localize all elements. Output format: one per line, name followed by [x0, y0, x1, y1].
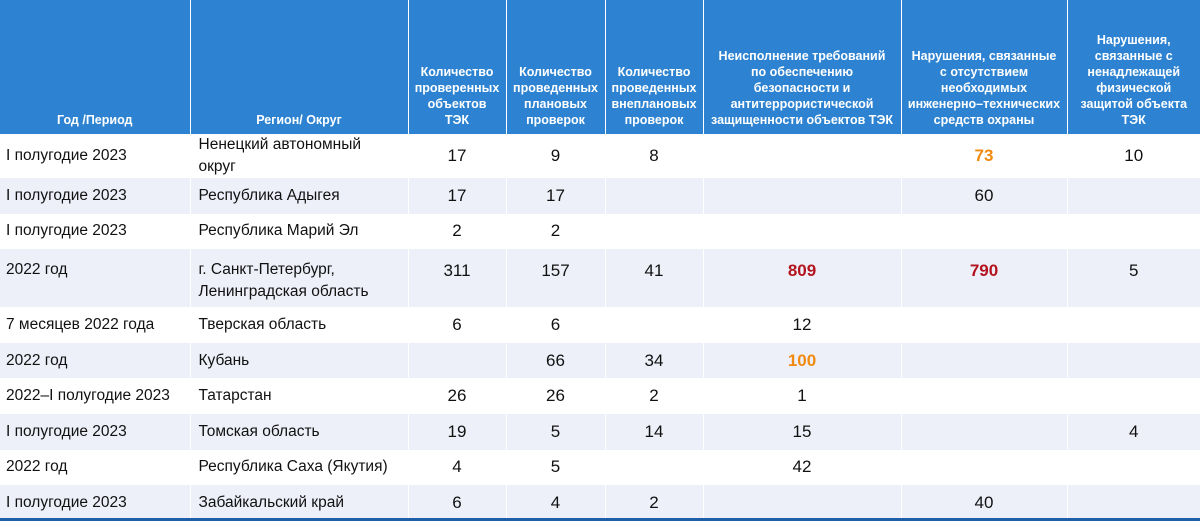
cell-planned: 9	[506, 134, 605, 178]
cell-inspected: 17	[408, 134, 506, 178]
cell-period: 2022 год	[6, 458, 68, 476]
cell-period: 2022 год	[0, 343, 190, 379]
cell-period: I полугодие 2023	[0, 485, 190, 521]
cell-region: г. Санкт-Петербург, Ленинградская область	[190, 249, 408, 307]
cell-physical	[1067, 214, 1200, 250]
cell-region: Томская область	[190, 414, 408, 450]
cell-unplanned	[605, 178, 703, 214]
cell-inspected: 19	[408, 414, 506, 450]
cell-nonfulfillment: 15	[703, 414, 901, 450]
cell-engineering	[901, 307, 1067, 343]
cell-engineering	[901, 378, 1067, 414]
table-row	[0, 485, 1200, 521]
cell-period: I полугодие 2023	[0, 178, 190, 214]
cell-region: Кубань	[190, 343, 408, 379]
cell-region: Ненецкий автономный округ	[190, 134, 408, 178]
cell-inspected: 17	[408, 178, 506, 214]
header-engineering: Нарушения, связанные с отсутствием необходимых инженерно–технических средств охраны	[901, 0, 1067, 134]
table-row	[0, 414, 1200, 450]
cell-region: Республика Саха (Якутия)	[190, 450, 408, 486]
cell-engineering: 60	[901, 178, 1067, 214]
cell-planned: 17	[506, 178, 605, 214]
cell-nonfulfillment: 42	[703, 450, 901, 486]
cell-physical: 4	[1067, 414, 1200, 450]
cell-nonfulfillment	[703, 214, 901, 250]
cell-nonfulfillment: 12	[703, 307, 901, 343]
cell-physical	[1067, 485, 1200, 521]
cell-inspected: 26	[408, 378, 506, 414]
cell-period: I полугодие 2023	[6, 222, 127, 240]
cell-period: 2022–I полугодие 2023	[6, 387, 170, 405]
cell-physical: 10	[1067, 134, 1200, 178]
cell-period: 7 месяцев 2022 года	[6, 315, 155, 333]
cell-engineering	[901, 343, 1067, 379]
cell-planned: 5	[506, 414, 605, 450]
cell-unplanned	[605, 450, 703, 486]
cell-inspected: 311	[408, 249, 506, 307]
cell-planned: 2	[506, 214, 605, 250]
cell-region: Татарстан	[190, 378, 408, 414]
cell-engineering	[901, 450, 1067, 486]
cell-planned: 66	[506, 343, 605, 379]
cell-physical	[1067, 307, 1200, 343]
table-row	[0, 134, 1200, 178]
cell-nonfulfillment: 1	[703, 378, 901, 414]
cell-nonfulfillment	[703, 485, 901, 521]
table-header	[0, 0, 1200, 134]
cell-unplanned	[605, 214, 703, 250]
table-row	[0, 214, 1200, 250]
header-region: Регион/ Округ	[190, 0, 408, 134]
cell-physical	[1067, 343, 1200, 379]
cell-physical: 5	[1067, 249, 1200, 307]
header-unplanned: Количество проведенных внеплановых проверок	[605, 0, 703, 134]
cell-planned: 26	[506, 378, 605, 414]
cell-engineering	[901, 414, 1067, 450]
header-inspected: Количество проверенных объектов ТЭК	[408, 0, 506, 134]
header-nonfulfillment: Неисполнение требований по обеспечению безопасности и антитеррористической защищенности объектов ТЭК	[703, 0, 901, 134]
cell-physical	[1067, 178, 1200, 214]
cell-period: 2022 год	[0, 249, 190, 307]
cell-unplanned: 2	[605, 485, 703, 521]
cell-inspected: 6	[408, 485, 506, 521]
cell-nonfulfillment	[703, 178, 901, 214]
cell-period: I полугодие 2023	[6, 147, 127, 164]
cell-region: Тверская область	[190, 307, 408, 343]
table-row	[0, 249, 1200, 307]
cell-period: I полугодие 2023	[0, 414, 190, 450]
table-row	[0, 307, 1200, 343]
cell-unplanned: 34	[605, 343, 703, 379]
table-row	[0, 378, 1200, 414]
cell-unplanned	[605, 307, 703, 343]
cell-engineering: 40	[901, 485, 1067, 521]
header-planned: Количество проведенных плановых проверок	[506, 0, 605, 134]
cell-nonfulfillment: 100	[703, 343, 901, 379]
cell-engineering: 790	[901, 249, 1067, 307]
cell-planned: 6	[506, 307, 605, 343]
table-row	[0, 450, 1200, 486]
cell-physical	[1067, 378, 1200, 414]
cell-inspected: 6	[408, 307, 506, 343]
cell-nonfulfillment: 809	[703, 249, 901, 307]
cell-unplanned: 14	[605, 414, 703, 450]
cell-inspected: 2	[408, 214, 506, 250]
cell-planned: 4	[506, 485, 605, 521]
table-row	[0, 178, 1200, 214]
cell-physical	[1067, 450, 1200, 486]
cell-planned: 157	[506, 249, 605, 307]
cell-unplanned: 2	[605, 378, 703, 414]
header-period: Год /Период	[0, 0, 190, 134]
cell-nonfulfillment	[703, 134, 901, 178]
header-physical: Нарушения, связанные с ненадлежащей физической защитой объекта ТЭК	[1067, 0, 1200, 134]
cell-unplanned: 8	[605, 134, 703, 178]
cell-region: Забайкальский край	[190, 485, 408, 521]
cell-region: Республика Адыгея	[190, 178, 408, 214]
table-body	[0, 134, 1200, 521]
cell-engineering	[901, 214, 1067, 250]
cell-inspected: 4	[408, 450, 506, 486]
cell-unplanned: 41	[605, 249, 703, 307]
cell-planned: 5	[506, 450, 605, 486]
cell-region: Республика Марий Эл	[190, 214, 408, 250]
cell-engineering: 73	[901, 134, 1067, 178]
table-row	[0, 343, 1200, 379]
cell-inspected	[408, 343, 506, 379]
